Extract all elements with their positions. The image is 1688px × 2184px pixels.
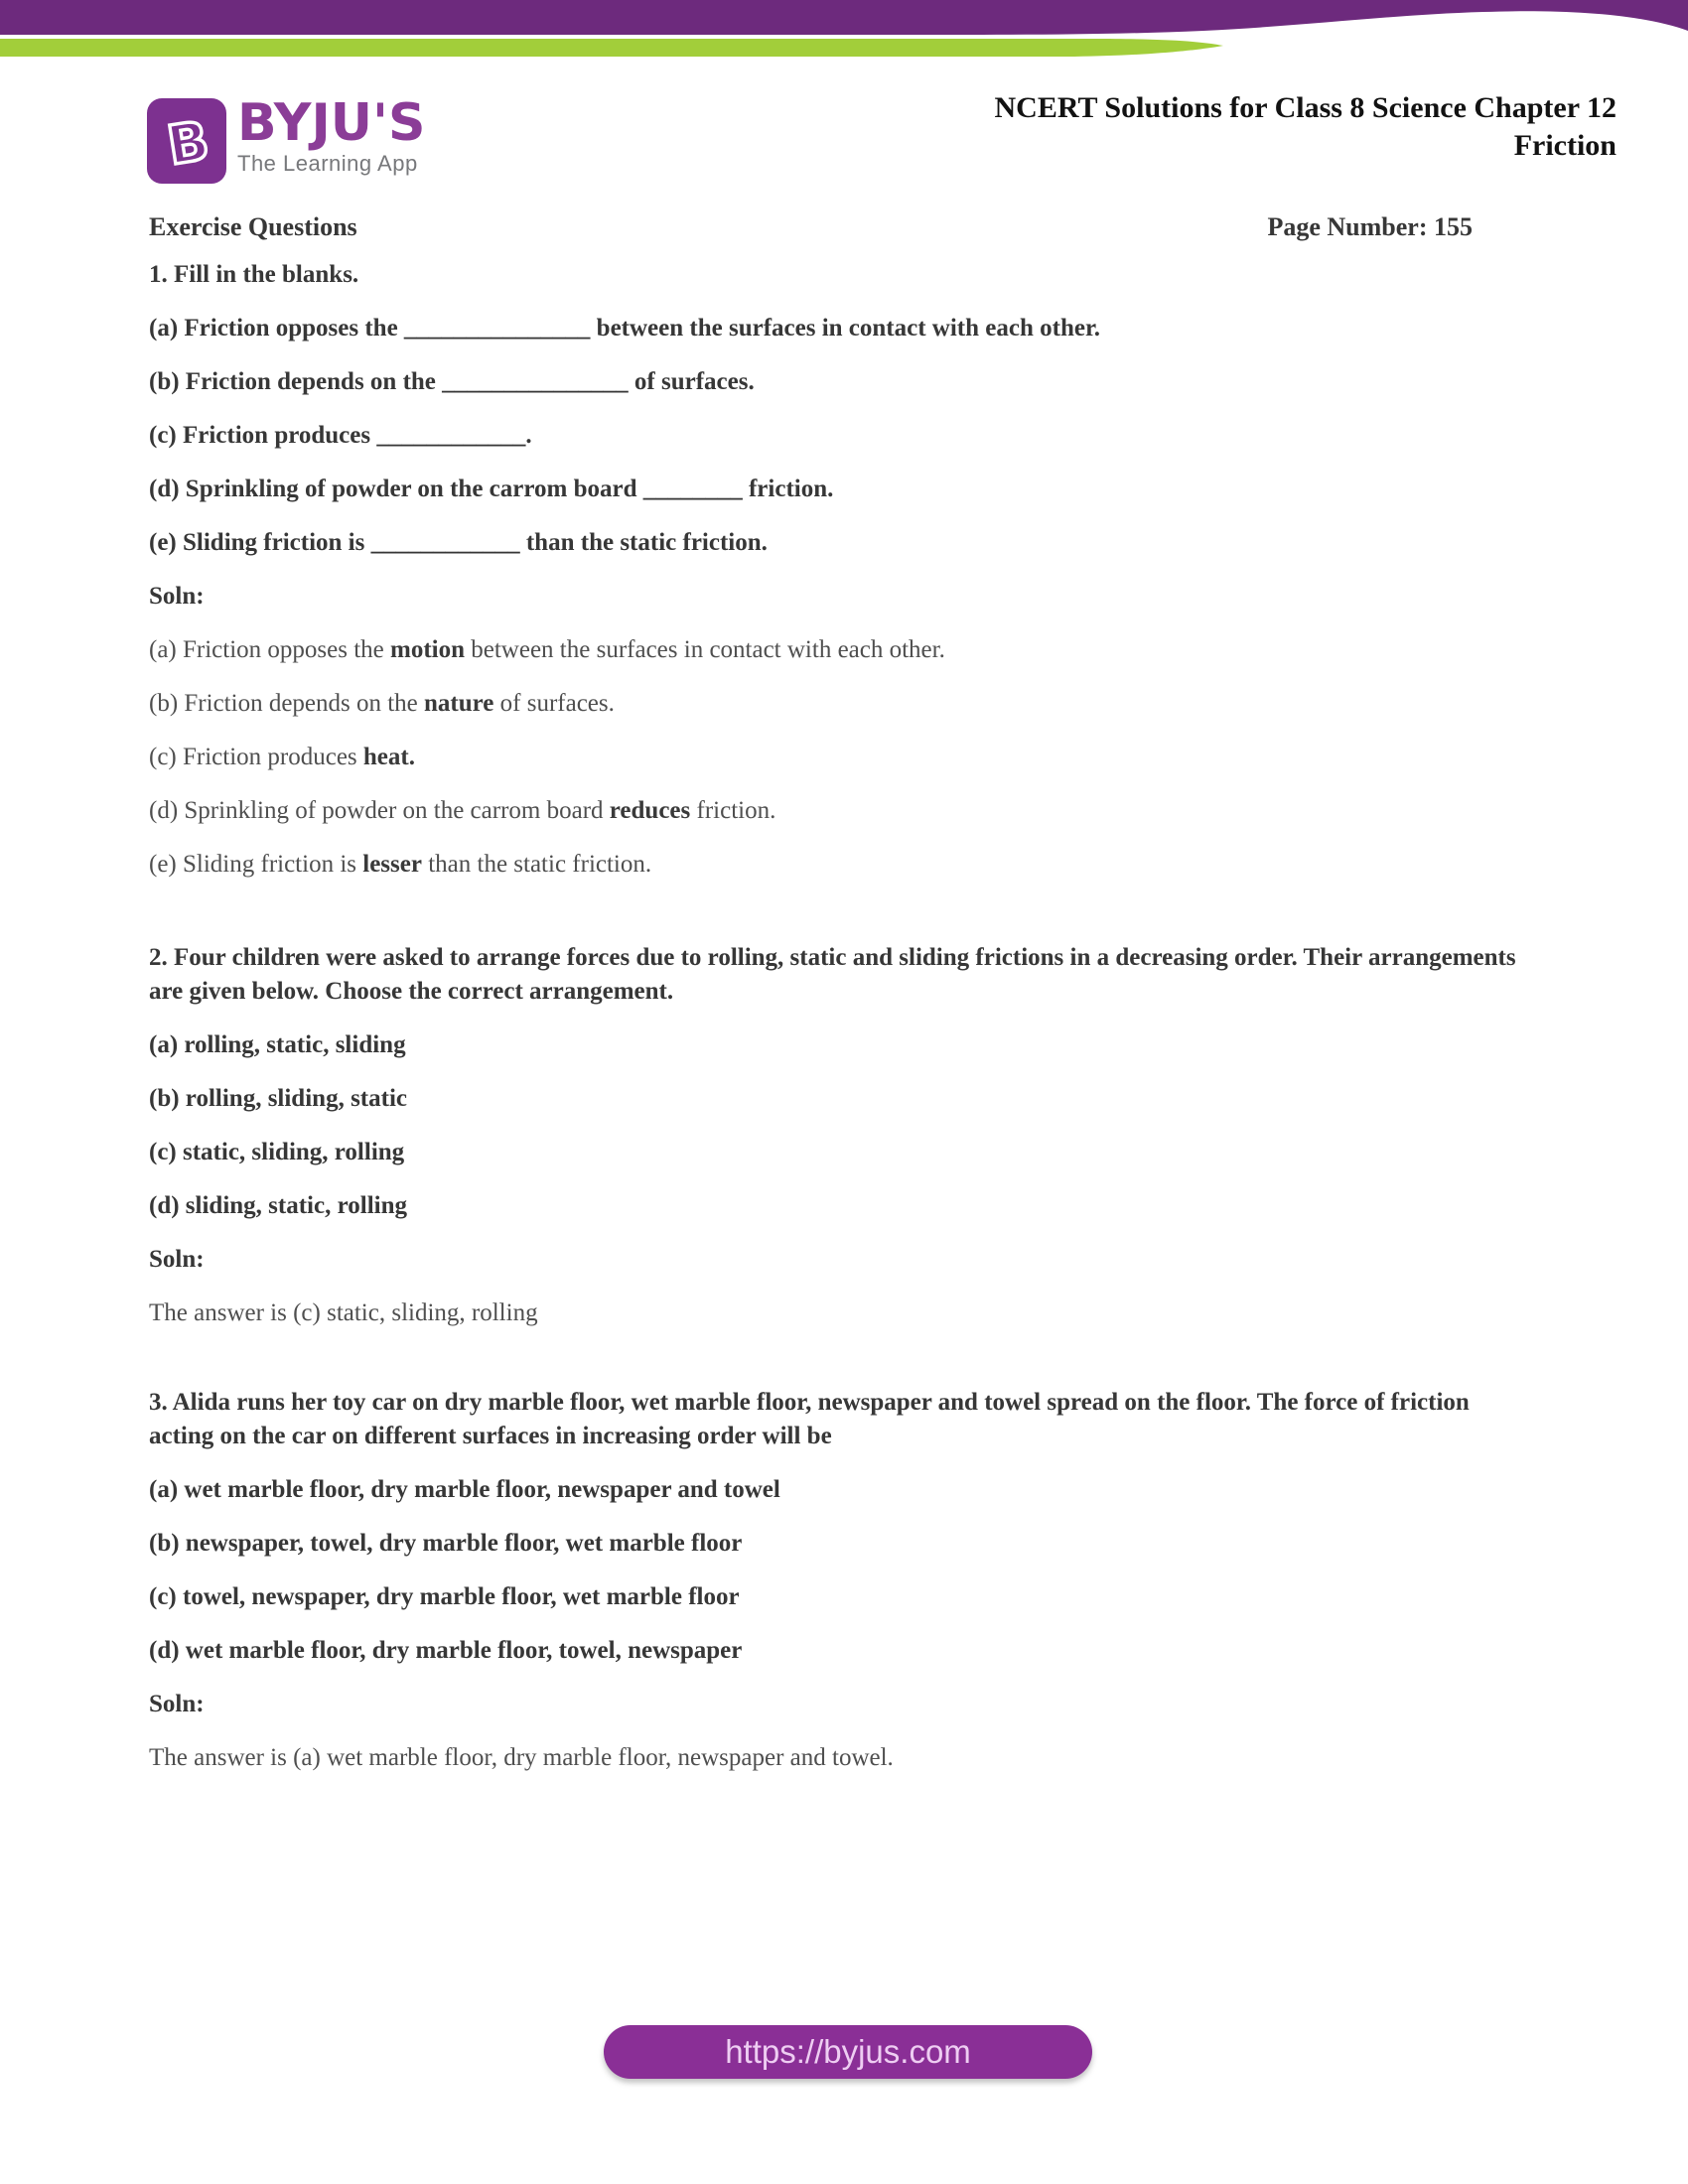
q3-option: (a) wet marble floor, dry marble floor, newspaper and towel — [149, 1476, 780, 1503]
q1-solution: (b) Friction depends on the nature of surfaces. — [149, 690, 615, 717]
q2-answer: The answer is (c) static, sliding, rolling — [149, 1299, 538, 1326]
q3-option: (b) newspaper, towel, dry marble floor, wet marble floor — [149, 1530, 743, 1557]
q1-solution: (c) Friction produces heat. — [149, 744, 415, 770]
green-band — [0, 39, 1223, 57]
q1-solution: (a) Friction opposes the motion between the surfaces in contact with each other. — [149, 636, 945, 663]
q2-soln-label: Soln: — [149, 1246, 205, 1273]
q2-option: (c) static, sliding, rolling — [149, 1139, 405, 1165]
document-body — [149, 258, 1539, 1795]
purple-band — [0, 0, 1688, 35]
q2-heading: 2. Four children were asked to arrange forces due to rolling, static and sliding frictions in a decreasing order. Their arrangements are given below. Choose the correct arrangement. — [149, 944, 1516, 1005]
byjus-logo — [147, 93, 426, 184]
q3-soln-label: Soln: — [149, 1691, 205, 1717]
logo-text — [237, 93, 426, 177]
title-line-2: Friction — [1513, 129, 1617, 162]
q1-solution: (d) Sprinkling of powder on the carrom board reduces friction. — [149, 797, 776, 824]
q3-heading: 3. Alida runs her toy car on dry marble floor, wet marble floor, newspaper and towel spread on the floor. The force of friction acting on the car on different surfaces in increasing order will be — [149, 1389, 1470, 1449]
section-heading: Exercise Questions — [149, 212, 357, 241]
page-number: Page Number: 155 — [1267, 212, 1473, 241]
svg-text:B: B — [163, 108, 213, 178]
q2-option: (b) rolling, sliding, static — [149, 1085, 407, 1112]
document-title — [995, 89, 1618, 165]
q1-item: (b) Friction depends on the _______________ of surfaces. — [149, 368, 755, 395]
q1-solution: (e) Sliding friction is lesser than the static friction. — [149, 851, 652, 878]
q2-option: (d) sliding, static, rolling — [149, 1192, 407, 1219]
q1-item: (d) Sprinkling of powder on the carrom board ________ friction. — [149, 476, 834, 502]
title-line-1: NCERT Solutions for Class 8 Science Chapter 12 — [994, 91, 1617, 124]
q3-option: (d) wet marble floor, dry marble floor, towel, newspaper — [149, 1637, 743, 1664]
q1-item: (e) Sliding friction is ____________ than the static friction. — [149, 529, 768, 556]
logo-tagline: The Learning App — [237, 151, 418, 176]
footer-link[interactable] — [604, 2025, 1092, 2079]
logo-wordmark: BYJU'S — [237, 93, 426, 153]
footer-url: https://byjus.com — [725, 2033, 971, 2070]
q1-item: (c) Friction produces ____________. — [149, 422, 532, 449]
q1-item: (a) Friction opposes the _______________ between the surfaces in contact with each other. — [149, 315, 1100, 341]
byjus-b-icon — [147, 98, 226, 184]
q2-option: (a) rolling, static, sliding — [149, 1031, 406, 1058]
q3-answer: The answer is (a) wet marble floor, dry marble floor, newspaper and towel. — [149, 1744, 894, 1771]
q1-heading: 1. Fill in the blanks. — [149, 261, 359, 288]
header-decoration — [0, 0, 1688, 62]
meta-row — [149, 212, 1473, 242]
q1-soln-label: Soln: — [149, 583, 205, 610]
q3-option: (c) towel, newspaper, dry marble floor, wet marble floor — [149, 1583, 740, 1610]
